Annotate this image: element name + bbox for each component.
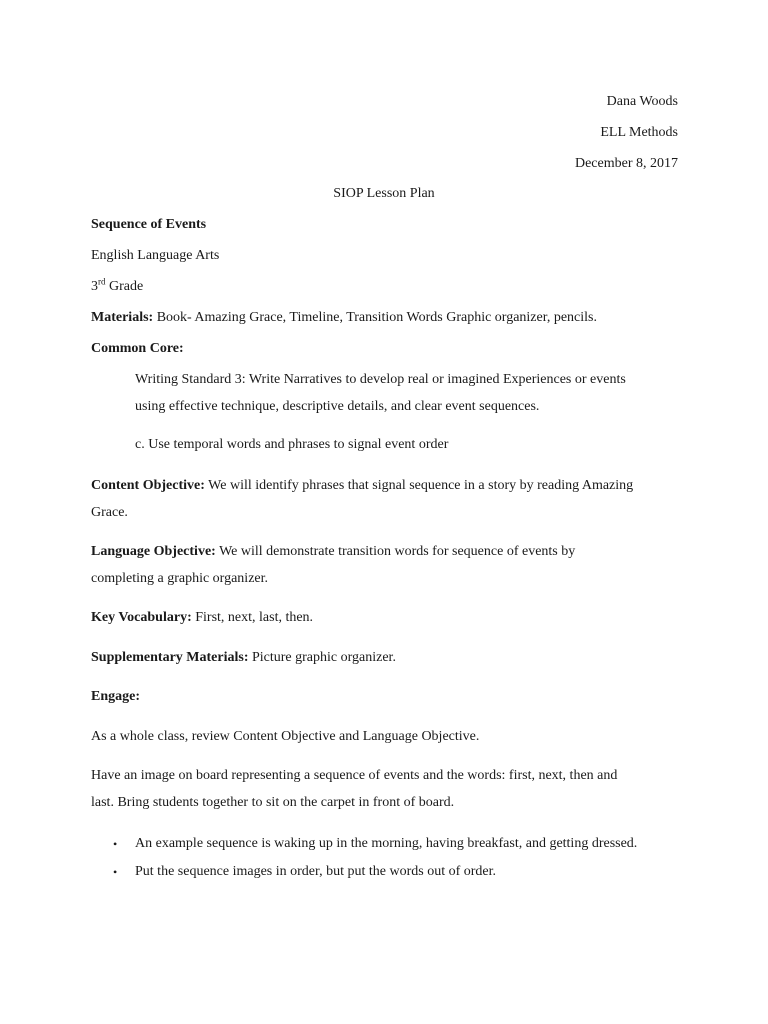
engage-paragraph-2-line2: last. Bring students together to sit on the carpet in front of board. — [91, 795, 455, 810]
materials-text: Book- Amazing Grace, Timeline, Transition Words Graphic organizer, pencils. — [153, 310, 597, 325]
document-date: December 8, 2017 — [574, 156, 678, 171]
common-core-heading: Common Core: — [91, 341, 184, 356]
lesson-grade: 3rd Grade — [91, 276, 144, 294]
lesson-subject: English Language Arts — [91, 248, 220, 263]
common-core-standard-line2: using effective technique, descriptive details, and clear event sequences. — [135, 399, 540, 414]
course-name: ELL Methods — [600, 125, 678, 140]
language-objective-line1: Language Objective: We will demonstrate transition words for sequence of events by — [91, 544, 576, 559]
author-name: Dana Woods — [606, 94, 678, 109]
engage-heading: Engage: — [91, 689, 140, 704]
page-title: SIOP Lesson Plan — [333, 186, 435, 201]
content-objective-line1: Content Objective: We will identify phrases that signal sequence in a story by reading Amazing — [91, 478, 634, 493]
supplementary-materials-label: Supplementary Materials: — [91, 650, 249, 665]
bullet-icon: • — [113, 837, 118, 851]
lesson-topic: Sequence of Events — [91, 217, 207, 232]
bullet-icon: • — [113, 865, 118, 879]
engage-paragraph-1: As a whole class, review Content Objective and Language Objective. — [91, 729, 480, 744]
key-vocabulary-line: Key Vocabulary: First, next, last, then. — [91, 610, 314, 625]
materials-label: Materials: — [91, 310, 154, 325]
common-core-standard-line1: Writing Standard 3: Write Narratives to develop real or imagined Experiences or events — [135, 372, 626, 387]
list-item-text: Put the sequence images in order, but put the words out of order. — [135, 864, 497, 879]
supplementary-materials-line: Supplementary Materials: Picture graphic organizer. — [91, 650, 396, 665]
key-vocabulary-label: Key Vocabulary: — [91, 610, 192, 625]
materials-line — [91, 310, 597, 326]
engage-paragraph-2-line1: Have an image on board representing a sequence of events and the words: first, next, then and — [91, 768, 618, 783]
language-objective-line2: completing a graphic organizer. — [91, 571, 269, 586]
content-objective-line2: Grace. — [91, 505, 128, 520]
language-objective-label: Language Objective: — [91, 544, 216, 559]
list-item-text: An example sequence is waking up in the morning, having breakfast, and getting dressed. — [135, 836, 638, 851]
content-objective-label: Content Objective: — [91, 478, 205, 493]
common-core-substandard: c. Use temporal words and phrases to signal event order — [135, 437, 449, 452]
